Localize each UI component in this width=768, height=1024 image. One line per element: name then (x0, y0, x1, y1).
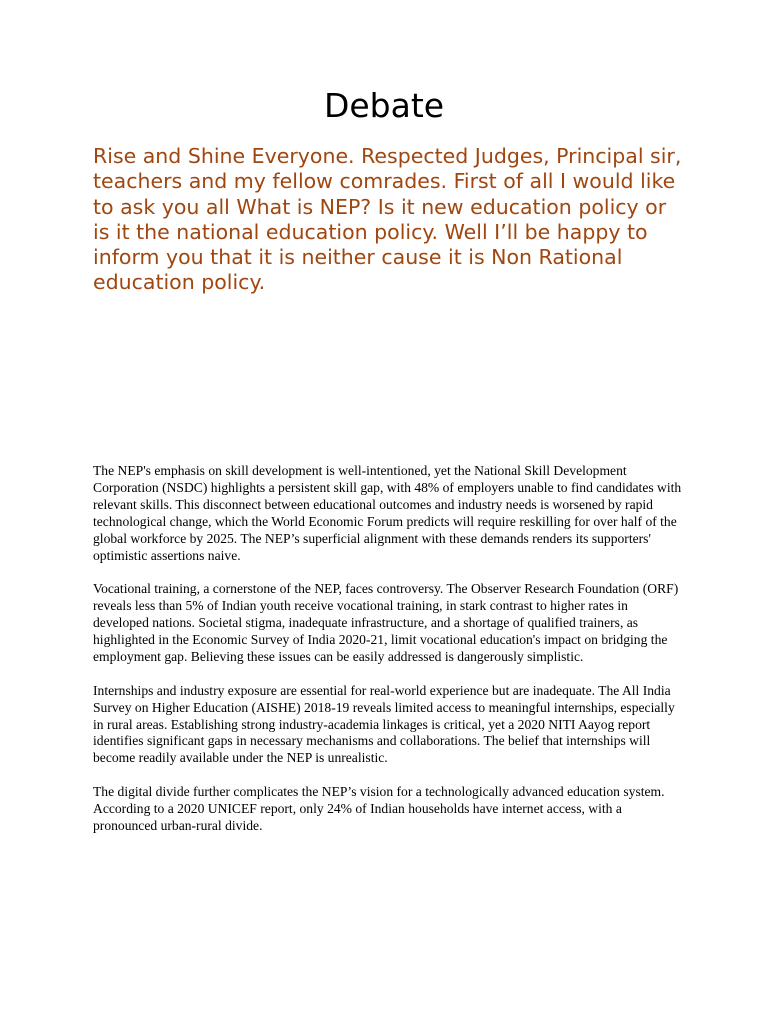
body-paragraph: Vocational training, a cornerstone of the NEP, faces controversy. The Observer Research Foundation (ORF) reveals less than 5% of Indian youth receive vocational training, in stark contrast to higher rates in developed nations. Societal stigma, inadequate infrastructure, and a shortage of qualified trainers, as highlighted in the Economic Survey of India 2020-21, limit vocational education's impact on bridging the employment gap. Believing these issues can be easily addressed is dangerously simplistic. (93, 581, 679, 664)
body-paragraph: The NEP's emphasis on skill development is well-intentioned, yet the National Skill Development Corporation (NSDC) highlights a persistent skill gap, with 48% of employers unable to find candidates with relevant skills. This disconnect between educational outcomes and industry needs is worsened by rapid technological change, which the World Economic Forum predicts will require reskilling for over half of the global workforce by 2025. The NEP’s superficial alignment with these demands renders its supporters' optimistic assertions naive. (93, 463, 682, 563)
body-text (93, 463, 683, 852)
body-paragraph: Internships and industry exposure are essential for real-world experience but are inadequate. The All India Survey on Higher Education (AISHE) 2018-19 reveals limited access to meaningful internships, especially in rural areas. Establishing strong industry-academia linkages is critical, yet a 2020 NITI Aayog report identifies significant gaps in necessary mechanisms and collaborations. The belief that internships will become readily available under the NEP is unrealistic. (93, 682, 675, 766)
body-paragraph: The digital divide further complicates the NEP’s vision for a technologically advanced education system. According to a 2020 UNICEF report, only 24% of Indian households have internet access, with a pronounced urban-rural divide. (93, 784, 665, 833)
page-title: Debate (323, 86, 445, 125)
intro-paragraph: Rise and Shine Everyone. Respected Judges, Principal sir, teachers and my fellow comrades. First of all I would like to ask you all What is NEP? Is it new education policy or is it the national education policy. Well I’ll be happy to inform you that it is neither cause it is Non Rational education policy. (93, 144, 682, 295)
